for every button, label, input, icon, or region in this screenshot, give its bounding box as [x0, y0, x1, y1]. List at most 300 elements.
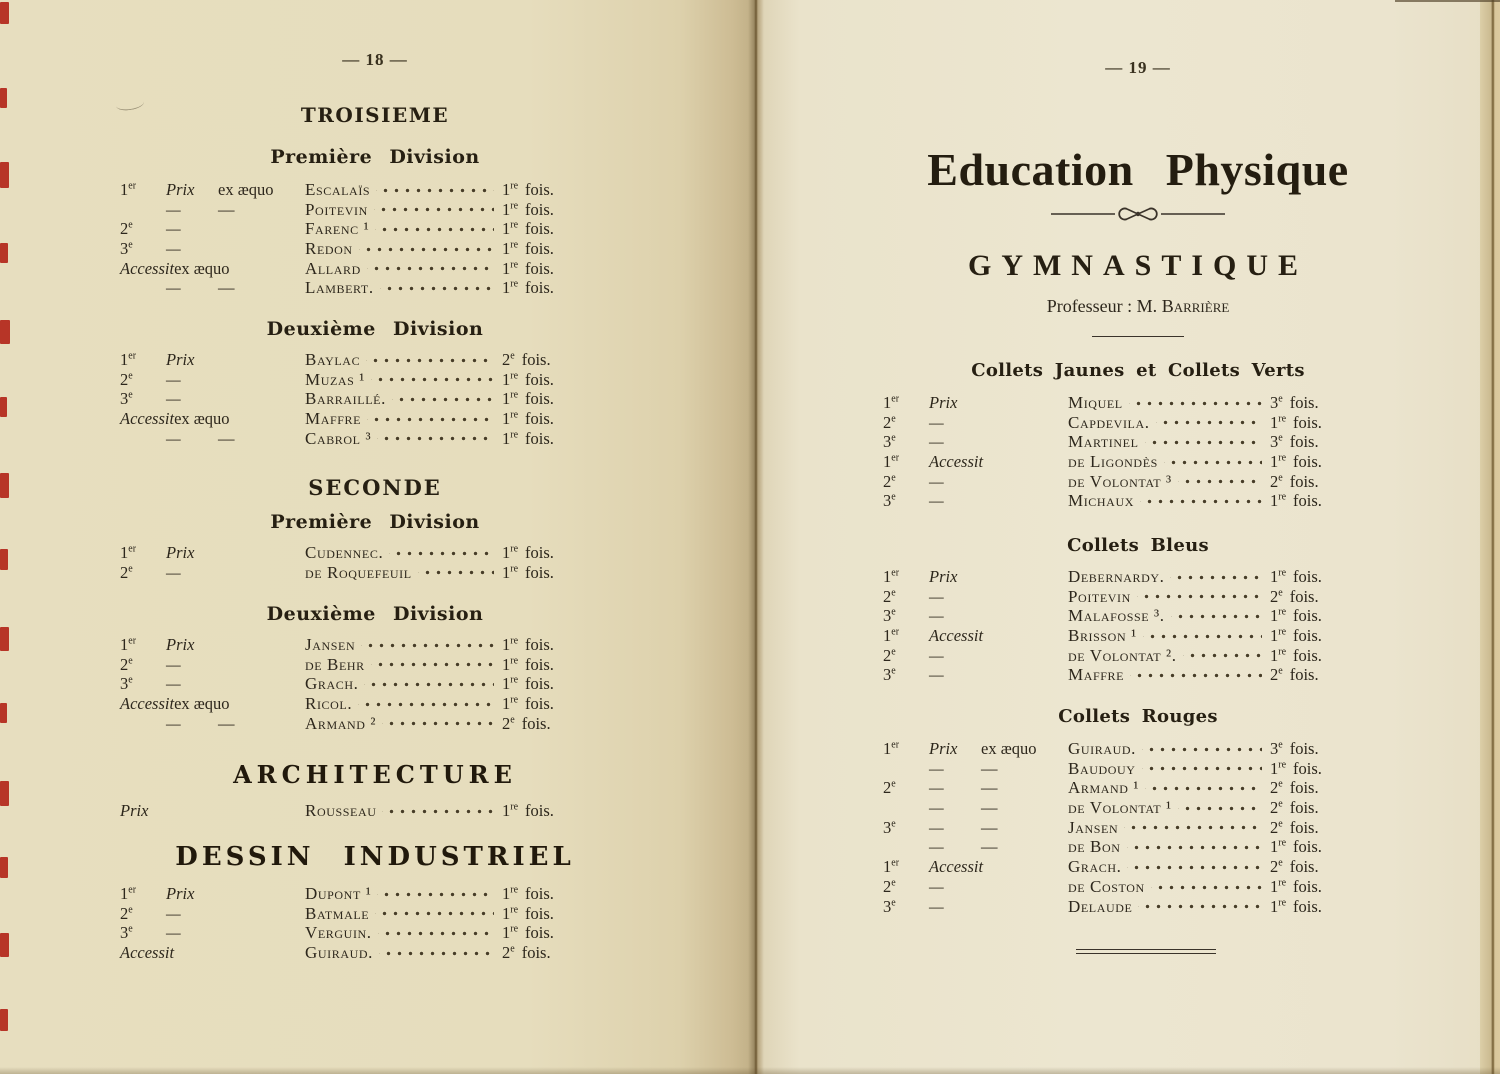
dot-leader	[1170, 567, 1262, 587]
rank-number: Accessit	[120, 258, 175, 278]
times-awarded	[502, 674, 582, 694]
prize-label	[120, 180, 305, 200]
laureate-name: Guiraud.	[1068, 739, 1136, 758]
prize-title: Prix	[166, 884, 195, 903]
rank-ordinal: e	[891, 413, 896, 425]
prize-label	[120, 904, 305, 924]
times-ordinal: re	[1278, 897, 1287, 908]
fois-label: fois.	[525, 258, 554, 278]
rank	[883, 606, 929, 626]
prize-row	[883, 452, 1350, 472]
dot-leader	[1145, 432, 1262, 452]
prize-row	[883, 491, 1350, 511]
fois-label: fois.	[1293, 452, 1322, 472]
prize-title: —	[166, 674, 181, 694]
rank	[883, 567, 929, 587]
dot-leader	[382, 714, 494, 734]
prize-label	[120, 655, 305, 675]
prize-label	[120, 259, 305, 279]
prize-extra: ex æquo	[174, 258, 230, 278]
prize-extra: —	[981, 778, 998, 798]
rank-ordinal: e	[128, 219, 133, 231]
rank	[883, 897, 929, 917]
times-number: 1	[1270, 876, 1279, 896]
fois-label: fois.	[525, 239, 554, 259]
dot-leader	[1145, 778, 1262, 798]
times-awarded	[1270, 413, 1350, 433]
prize-label	[120, 923, 305, 943]
dot-leader	[1129, 393, 1262, 413]
times-ordinal: e	[1278, 393, 1283, 405]
heading-deuxieme-division-1: Deuxième Division	[266, 318, 484, 340]
fois-label: fois.	[1289, 432, 1319, 452]
fois-label: fois.	[1293, 758, 1322, 778]
prize-label	[120, 884, 305, 904]
list-troisieme-d2	[120, 350, 582, 448]
prize-row	[883, 857, 1350, 877]
times-ordinal: e	[1278, 798, 1283, 810]
times-ordinal: re	[510, 259, 519, 271]
prize-row	[120, 278, 582, 298]
times-number: 1	[502, 884, 511, 903]
times-awarded	[502, 239, 582, 259]
times-awarded	[502, 350, 582, 370]
dot-leader	[378, 923, 494, 943]
laureate-name: Armand ²	[305, 713, 377, 733]
rank	[120, 655, 166, 675]
times-ordinal: e	[510, 943, 515, 955]
prize-title: —	[166, 278, 181, 298]
dot-leader	[1151, 877, 1262, 897]
times-awarded	[502, 200, 582, 220]
prize-row	[883, 739, 1350, 759]
times-awarded	[502, 409, 582, 429]
laureate-name: Capdevila.	[1068, 412, 1150, 432]
times-number: 3	[1270, 432, 1279, 452]
professor-prefix: Professeur : M.	[1046, 296, 1162, 316]
laureate-name: de Behr	[305, 654, 365, 674]
rank-ordinal: er	[128, 350, 137, 362]
professor-line	[883, 296, 1393, 317]
prize-row	[883, 606, 1350, 626]
fois-label: fois.	[525, 278, 554, 298]
laureate-name: Redon	[305, 239, 353, 259]
times-awarded	[502, 180, 582, 200]
prize-label	[120, 694, 305, 714]
rank-number: 1	[120, 543, 129, 562]
times-number: 2	[1270, 665, 1279, 685]
prize-row	[120, 674, 582, 694]
fois-label: fois.	[1289, 665, 1319, 685]
prize-row	[120, 904, 582, 924]
rank-number: 2	[883, 645, 892, 665]
dot-leader	[376, 180, 494, 200]
laureate-name: Escalaïs	[305, 180, 371, 199]
times-ordinal: re	[1278, 646, 1287, 658]
times-awarded	[1270, 897, 1350, 917]
laureate-name: Cudennec.	[305, 543, 384, 562]
heading-collets-bleus: Collets Bleus	[1067, 535, 1209, 556]
prize-row	[120, 239, 582, 259]
times-number: 1	[1270, 837, 1279, 857]
prize-extra: —	[981, 798, 998, 818]
times-number: 2	[1270, 586, 1279, 606]
prize-label	[120, 674, 305, 694]
rank-number: 3	[883, 491, 892, 511]
rank	[120, 180, 166, 200]
times-number: 1	[502, 180, 511, 199]
fois-label: fois.	[1293, 837, 1322, 857]
prize-row	[883, 818, 1350, 838]
laureate-name: de Volontat ³	[1068, 471, 1172, 491]
times-ordinal: re	[510, 674, 519, 686]
binding-gutter	[748, 0, 764, 1074]
right-page	[755, 0, 1500, 1074]
rank-ordinal: e	[891, 606, 896, 618]
rank-ordinal: e	[891, 778, 896, 790]
times-number: 1	[502, 389, 511, 409]
times-ordinal: e	[1278, 857, 1283, 869]
fois-label: fois.	[525, 409, 554, 429]
rank-number: 3	[120, 389, 129, 409]
rank-ordinal: er	[891, 567, 900, 579]
times-number: 1	[502, 635, 511, 654]
times-ordinal: re	[1278, 877, 1287, 889]
times-awarded	[1270, 759, 1350, 779]
prize-extra: —	[218, 278, 235, 298]
times-number: 3	[1270, 393, 1279, 412]
list-collets-rouges	[883, 739, 1350, 916]
rank-ordinal: e	[128, 239, 133, 251]
prize-row	[120, 635, 582, 655]
dot-leader	[1127, 857, 1262, 877]
heading-troisieme: TROISIEME	[300, 103, 450, 127]
times-number: 1	[1270, 645, 1279, 665]
prize-row	[120, 350, 582, 370]
dot-leader	[1127, 837, 1262, 857]
rank-ordinal: e	[891, 491, 896, 503]
rank	[883, 491, 929, 511]
prize-label	[883, 452, 1068, 472]
rank-number: 1	[883, 393, 892, 412]
prize-label	[120, 350, 305, 370]
list-seconde-d2	[120, 635, 582, 733]
prize-title: —	[929, 645, 944, 665]
prize-title: —	[929, 432, 944, 452]
dot-leader	[1183, 646, 1262, 666]
fois-label: fois.	[1289, 798, 1319, 818]
laureate-name: Barraillé.	[305, 389, 386, 409]
laureate-name: Batmale	[305, 903, 370, 923]
dot-leader	[382, 801, 494, 821]
times-number: 1	[502, 562, 511, 582]
prize-label	[120, 801, 305, 821]
list-architecture	[120, 801, 582, 821]
prize-title: —	[929, 412, 944, 432]
prize-row	[120, 180, 582, 200]
prize-title: —	[166, 369, 181, 389]
laureate-name: Debernardy.	[1068, 567, 1165, 586]
dot-leader	[1178, 472, 1262, 492]
times-awarded	[502, 884, 582, 904]
times-ordinal: re	[510, 180, 519, 192]
rank-ordinal: e	[891, 646, 896, 658]
laureate-name: Brisson ¹	[1068, 626, 1137, 646]
prize-label	[883, 413, 1068, 433]
times-number: 3	[1270, 739, 1279, 758]
prize-title: —	[166, 239, 181, 259]
rank-number: 3	[883, 665, 892, 685]
prize-label	[883, 665, 1068, 685]
times-awarded	[502, 801, 582, 821]
laureate-name: Dupont ¹	[305, 884, 372, 903]
times-number: 1	[502, 278, 511, 298]
rank-number: 1	[883, 567, 892, 586]
laureate-name: de Roquefeuil	[305, 562, 412, 582]
fois-label: fois.	[1293, 626, 1322, 646]
prize-title: —	[166, 654, 181, 674]
laureate-name: Jansen	[1068, 817, 1119, 837]
rank-ordinal: er	[891, 393, 900, 405]
dot-leader	[371, 655, 494, 675]
rank-ordinal: e	[891, 897, 896, 908]
prize-label	[120, 389, 305, 409]
times-ordinal: e	[1278, 739, 1283, 751]
times-awarded	[1270, 472, 1350, 492]
fois-label: fois.	[1293, 896, 1322, 916]
prize-title: Prix	[166, 350, 195, 369]
rank	[883, 432, 929, 452]
rank-number: Accessit	[120, 409, 175, 429]
rank-number: 1	[883, 857, 892, 877]
rank-ordinal: er	[128, 884, 137, 896]
times-number: 2	[502, 943, 511, 963]
times-number: 2	[1270, 778, 1279, 798]
times-awarded	[1270, 778, 1350, 798]
rank-ordinal: er	[891, 857, 900, 869]
dot-leader	[1142, 739, 1262, 759]
dot-leader	[1178, 798, 1262, 818]
prize-row	[120, 409, 582, 429]
prize-label	[120, 714, 305, 734]
times-ordinal: e	[1278, 587, 1283, 599]
prize-row	[883, 393, 1350, 413]
prize-label	[883, 491, 1068, 511]
prize-label	[883, 857, 1068, 877]
rank	[883, 646, 929, 666]
prize-title: —	[166, 713, 181, 733]
fois-label: fois.	[1293, 645, 1322, 665]
prize-row	[883, 646, 1350, 666]
times-awarded	[502, 259, 582, 279]
dot-leader	[1137, 587, 1262, 607]
times-number: 1	[1270, 491, 1279, 511]
rank	[120, 543, 166, 563]
prize-label	[120, 943, 305, 963]
prize-title: —	[929, 606, 944, 626]
fois-label: fois.	[525, 389, 554, 409]
rank	[883, 626, 929, 646]
laureate-name: Cabrol ³	[305, 428, 372, 448]
prize-row	[883, 897, 1350, 917]
rank-ordinal: e	[128, 563, 133, 575]
times-ordinal: re	[1278, 452, 1287, 464]
fois-label: fois.	[1293, 606, 1322, 626]
times-awarded	[502, 714, 582, 734]
prize-title: —	[929, 896, 944, 916]
rank-ordinal: er	[128, 635, 137, 647]
times-ordinal: re	[1278, 413, 1287, 425]
times-ordinal: re	[510, 543, 519, 555]
times-ordinal: re	[1278, 626, 1287, 638]
times-number: 1	[502, 258, 511, 278]
prize-extra: —	[981, 758, 998, 778]
fois-label: fois.	[1293, 491, 1322, 511]
prize-extra: —	[218, 199, 235, 219]
times-ordinal: re	[510, 801, 519, 813]
fois-label: fois.	[525, 923, 554, 943]
prize-label	[120, 370, 305, 390]
fois-label: fois.	[1289, 739, 1319, 758]
fois-label: fois.	[525, 180, 554, 199]
times-ordinal: re	[510, 904, 519, 916]
laureate-name: Michaux	[1068, 491, 1134, 511]
fois-label: fois.	[525, 543, 554, 562]
rank	[883, 818, 929, 838]
rank-ordinal: e	[891, 877, 896, 889]
rank-ordinal: er	[128, 180, 137, 192]
fois-label: fois.	[521, 350, 551, 369]
times-awarded	[1270, 646, 1350, 666]
prize-row	[883, 665, 1350, 685]
laureate-name: Delaude	[1068, 896, 1133, 916]
times-awarded	[1270, 798, 1350, 818]
times-ordinal: re	[510, 563, 519, 575]
prize-label	[120, 239, 305, 259]
times-ordinal: e	[1278, 818, 1283, 830]
fois-label: fois.	[525, 562, 554, 582]
prize-label	[883, 587, 1068, 607]
prize-title: —	[929, 586, 944, 606]
prize-extra: ex æquo	[981, 739, 1037, 758]
times-awarded	[502, 370, 582, 390]
times-number: 2	[502, 350, 511, 369]
prize-title: Prix	[929, 739, 958, 758]
prize-row	[120, 389, 582, 409]
prize-row	[883, 798, 1350, 818]
rank	[120, 389, 166, 409]
times-number: 1	[502, 239, 511, 259]
scan-edge-top	[1395, 0, 1500, 2]
heading-collets-rouges: Collets Rouges	[1058, 706, 1218, 727]
rank-ordinal: e	[891, 587, 896, 599]
times-number: 1	[502, 428, 511, 448]
fois-label: fois.	[521, 713, 551, 733]
times-ordinal: e	[510, 350, 515, 362]
rank	[120, 259, 174, 279]
prize-extra: —	[981, 837, 998, 857]
laureate-name: Miquel	[1068, 393, 1123, 412]
times-awarded	[1270, 432, 1350, 452]
laureate-name: Martinel	[1068, 432, 1139, 452]
fois-label: fois.	[525, 654, 554, 674]
times-awarded	[1270, 587, 1350, 607]
laureate-name: Poitevin	[305, 199, 368, 219]
dot-leader	[392, 389, 494, 409]
rank-number: 2	[883, 412, 892, 432]
times-ordinal: re	[510, 409, 519, 421]
times-ordinal: re	[1278, 606, 1287, 618]
fois-label: fois.	[1293, 567, 1322, 586]
rank	[120, 674, 166, 694]
laureate-name: Baylac	[305, 350, 361, 369]
rank	[883, 393, 929, 413]
fois-label: fois.	[1293, 412, 1322, 432]
laureate-name: Lambert.	[305, 278, 374, 298]
rank	[883, 587, 929, 607]
prize-label	[120, 635, 305, 655]
list-dessin	[120, 884, 582, 963]
times-ordinal: re	[1278, 567, 1287, 579]
prize-row	[120, 219, 582, 239]
prize-row	[883, 759, 1350, 779]
times-ordinal: e	[1278, 472, 1283, 484]
rank	[883, 739, 929, 759]
times-number: 2	[1270, 798, 1279, 818]
prize-title: —	[166, 562, 181, 582]
times-ordinal: re	[510, 370, 519, 382]
rank-ordinal: er	[891, 452, 900, 464]
laureate-name: Farenc ¹	[305, 219, 370, 239]
times-ordinal: re	[510, 923, 519, 935]
times-number: 1	[502, 219, 511, 239]
times-number: 1	[502, 923, 511, 943]
prize-label	[120, 278, 305, 298]
dot-leader	[375, 219, 494, 239]
times-awarded	[502, 563, 582, 583]
times-number: 1	[1270, 452, 1279, 472]
times-number: 1	[1270, 412, 1279, 432]
prize-label	[120, 429, 305, 449]
prize-label	[883, 798, 1068, 818]
times-ordinal: e	[1278, 432, 1283, 444]
fois-label: fois.	[525, 903, 554, 923]
page-number-18: — 18 —	[342, 50, 408, 69]
heading-deuxieme-division-2: Deuxième Division	[266, 603, 484, 625]
dot-leader	[1142, 759, 1262, 779]
prize-row	[120, 429, 582, 449]
rank	[120, 694, 174, 714]
rank-number: 2	[120, 369, 129, 389]
rank	[883, 472, 929, 492]
dot-leader	[1138, 897, 1262, 917]
rank	[120, 635, 166, 655]
rank-number: 1	[120, 884, 129, 903]
dot-leader	[1143, 626, 1262, 646]
rank-number: 1	[120, 180, 129, 199]
times-ordinal: re	[510, 635, 519, 647]
times-awarded	[502, 635, 582, 655]
times-number: 1	[502, 801, 511, 820]
page-edges-right	[1480, 0, 1500, 1074]
rank	[883, 877, 929, 897]
dot-leader	[1130, 665, 1262, 685]
dot-leader	[361, 635, 494, 655]
rank-ordinal: e	[128, 370, 133, 382]
prize-label	[883, 432, 1068, 452]
dot-leader	[358, 694, 494, 714]
dot-leader	[367, 259, 494, 279]
